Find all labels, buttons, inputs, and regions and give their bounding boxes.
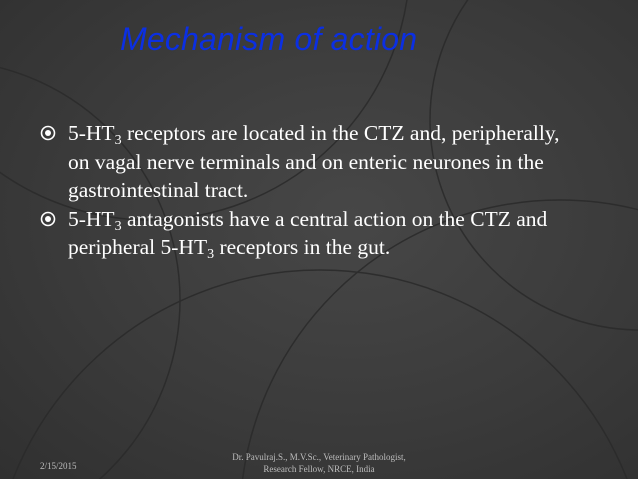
arc-5 xyxy=(0,270,638,479)
bullet-item xyxy=(40,119,560,205)
footer-author-line-2: Research Fellow, NRCE, India xyxy=(263,464,375,474)
bullet-text: 5-HT xyxy=(68,206,115,231)
slide-title: Mechanism of action xyxy=(120,21,418,57)
footer-author xyxy=(200,451,438,475)
bullet-text: antagonists have a central action on the CTZ and peripheral 5-HT xyxy=(68,206,548,259)
bullet-item xyxy=(40,205,560,262)
bullet-text: 5-HT xyxy=(68,121,115,145)
bullet-text: receptors in the gut. xyxy=(214,235,391,259)
footer-date: 2/15/2015 xyxy=(40,461,77,471)
circled-dot-bullet-icon xyxy=(40,125,56,141)
subscript-text: 3 xyxy=(114,133,122,148)
circled-dot-bullet-icon xyxy=(40,211,56,227)
bullet-list xyxy=(40,119,560,262)
subscript-text: 3 xyxy=(114,218,122,234)
footer-author-line-1: Dr. Pavulraj.S., M.V.Sc., Veterinary Pathologist, xyxy=(232,452,406,462)
bullet-text: receptors are located in the CTZ and, peripherally, on vagal nerve terminals and on enteric neurones in the gastrointestinal tract. xyxy=(68,121,560,202)
subscript-text: 3 xyxy=(207,247,215,262)
